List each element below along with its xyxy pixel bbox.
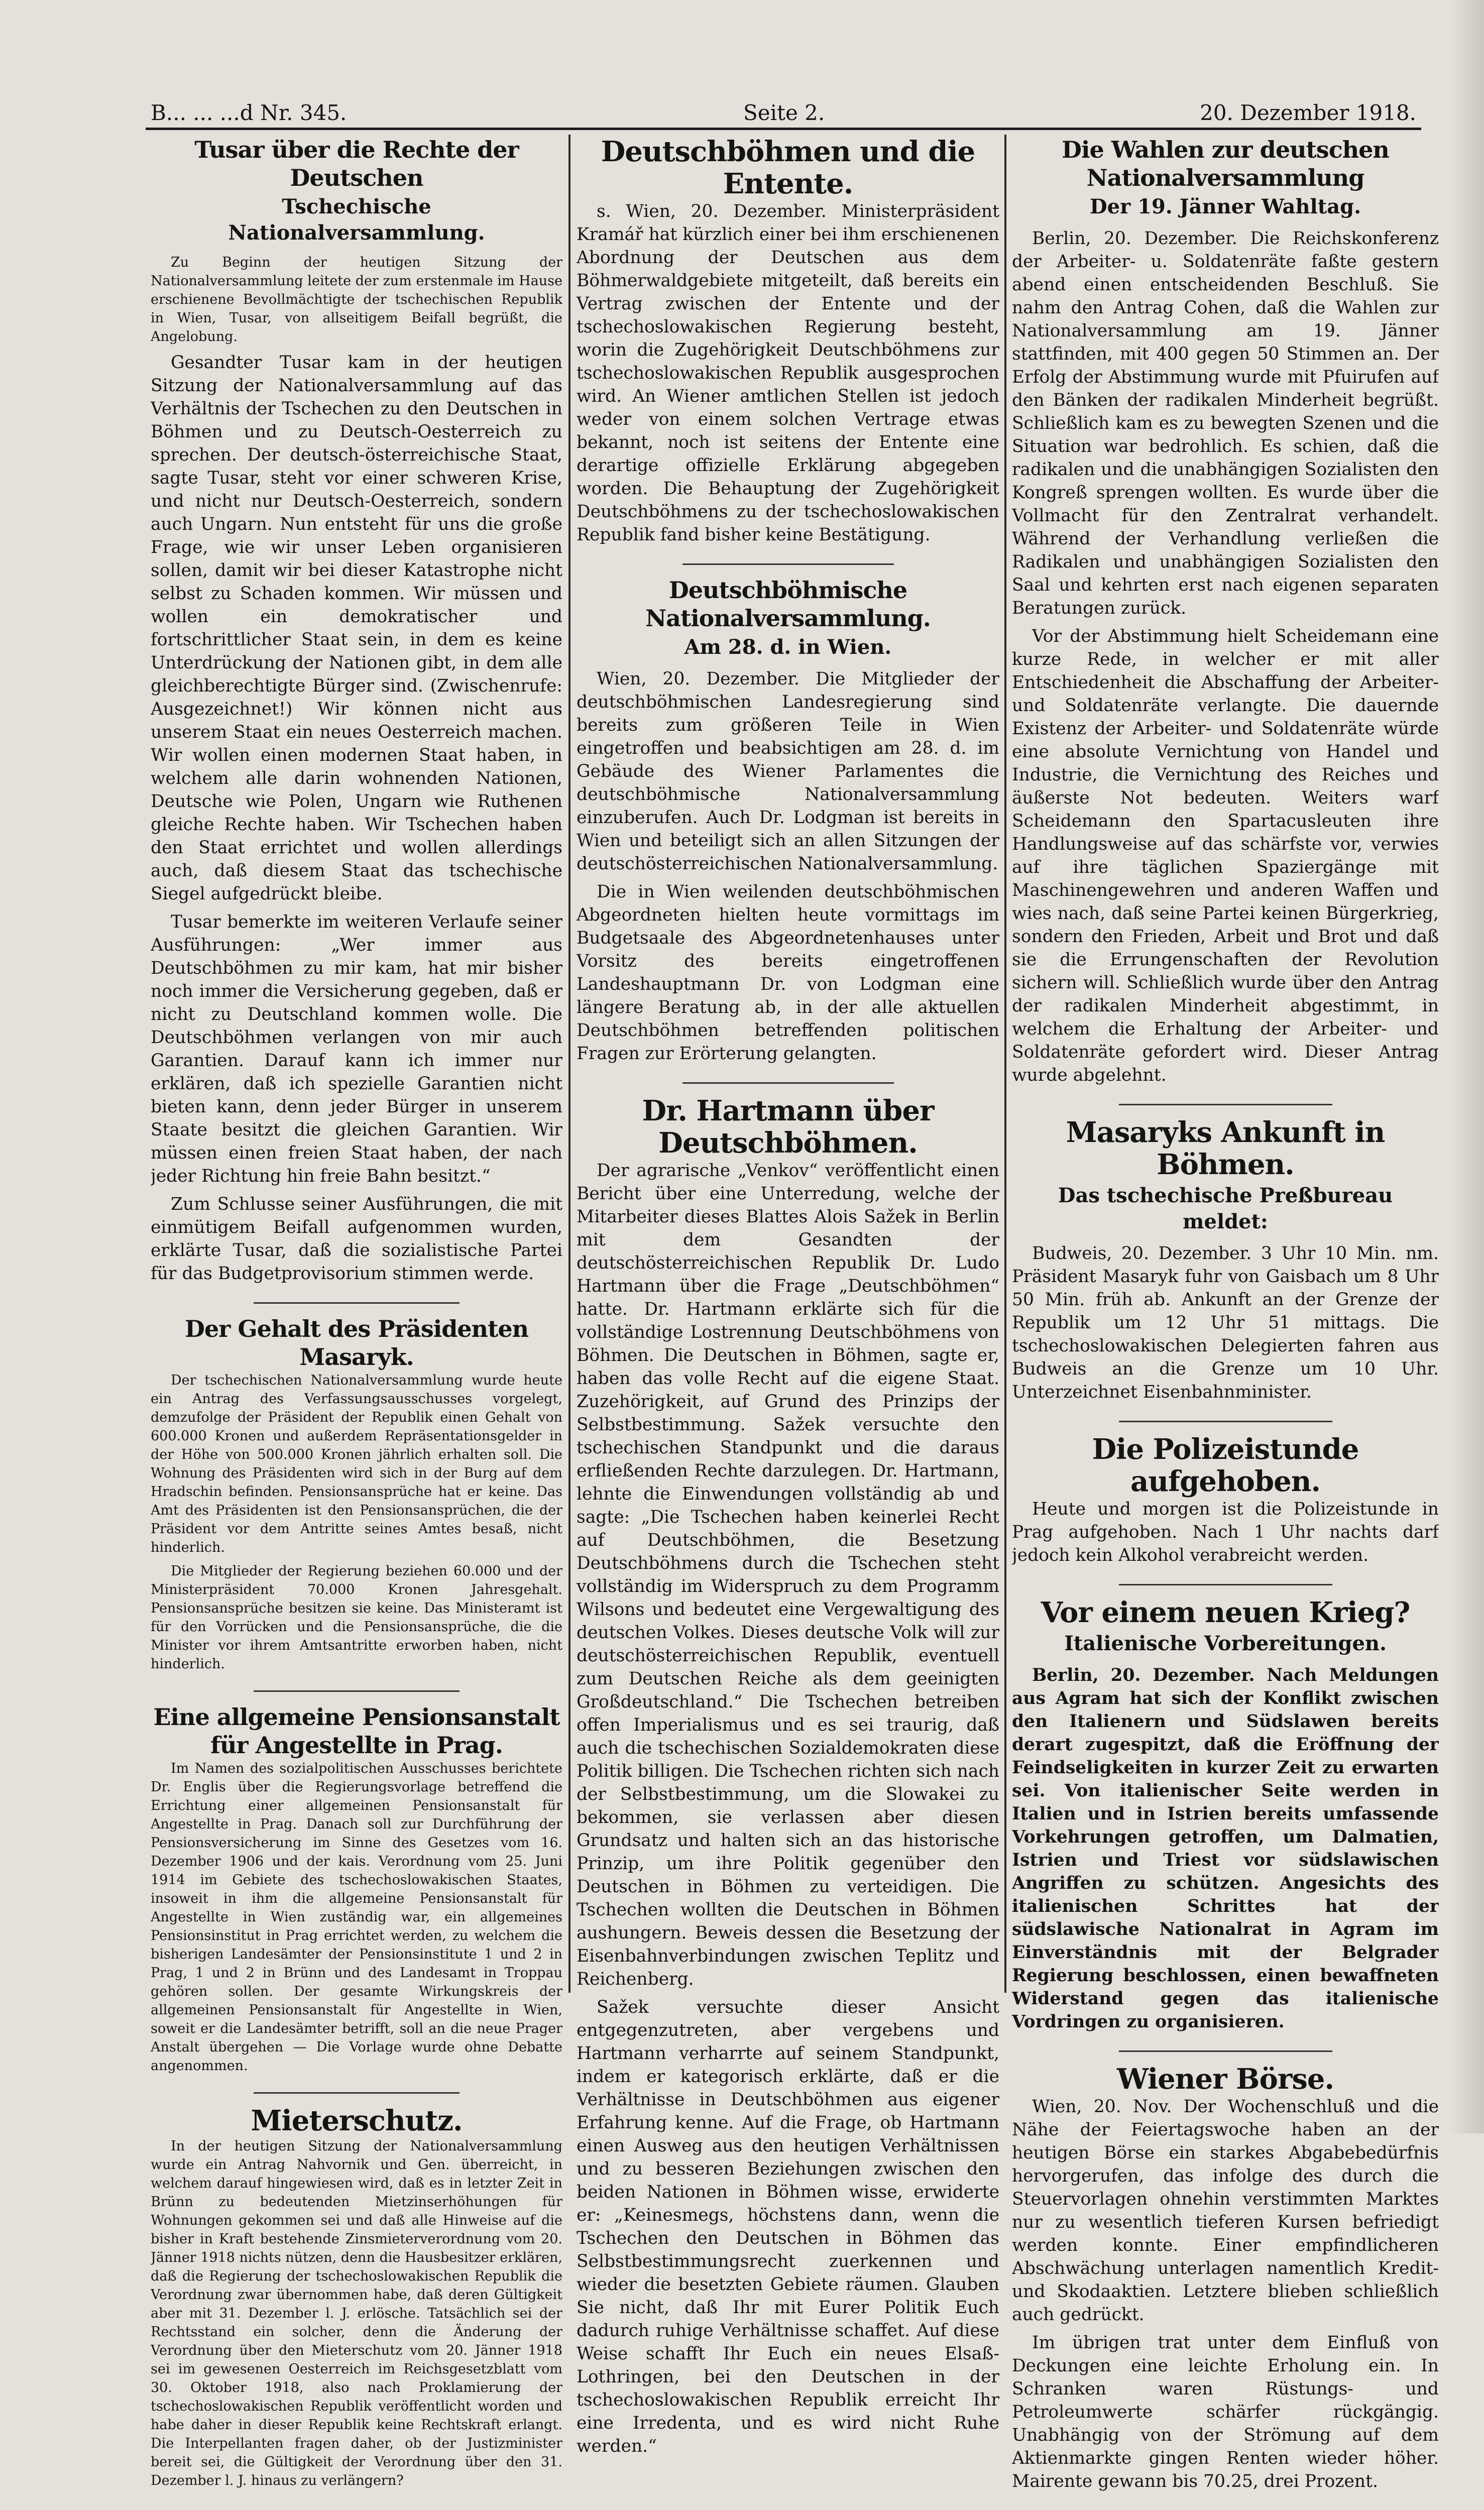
article-paragraph: Der tschechischen Nationalversammlung wurde heute ein Antrag des Verfassungsausschusses vorgelegt, demzufolge der Präsident der Republik einen Gehalt von 600.000 Kronen und außerdem Repräsentationsgelder in der Höhe von 500.000 Kronen jährlich erhalten soll. Die Wohnung des Präsidenten wird sich in der Burg auf dem Hradschin befinden. Pensionsansprüche hat er keine. Das Amt des Präsidenten ist den Pensionsansprüchen, die der Präsident vor dem Antritte seines Amtes besaß, nicht hinderlich. [151,1373,562,1555]
article-headline: Eine allgemeine Pensionsanstalt für Angestellte in Prag. [153,1703,560,1759]
article-paragraph: Vor der Abstimmung hielt Scheidemann eine kurze Rede, in welcher er mit aller Entschiedenheit die Abschaffung der Arbeiter- und Soldatenräte verlangte. Die dauernde Existenz der Arbeiter- und Soldatenräte würde eine absolute Vernichtung von Handel und Industrie, die Vernichtung des Reiches und äußerste Not bedeuten. Weiters warf Scheidemann den Spartacusleuten ihre Handlungsweise auf das schärfste vor, verwies auf ihre täglichen Spaziergänge mit Maschinengewehren und anderen Waffen und wies nach, daß seine Partei keinen Bürgerkrieg, sondern den Frieden, Arbeit und Brot und daß sie die Errungenschaften der Revolution sichern will. Schließlich wurde über den Antrag der radikalen Minderheit abgestimmt, in welchem die Erhaltung der Arbeiter- und Soldatenräte gefordert wird. Dieser Antrag wurde abgelehnt. [1012,626,1439,1085]
article-paragraph: Im Namen des sozialpolitischen Ausschusses berichtete Dr. Englis über die Regierungsvorlage betreffend die Errichtung einer allgemeinen Pensionsanstalt für Angestellte in Prag. Danach soll zur Durchführung der Pensionsversicherung im Sinne des Gesetzes vom 16. Dezember 1906 und der kais. Verordnung vom 25. Juni 1914 im Gebiete des tschechoslowakischen Staates, insoweit in ihm die allgemeine Pensionsanstalt für Angestellte in Wien zuständig war, ein allgemeines Pensionsinstitut in Prag errichtet werden, zu welchem die bisherigen Landesämter der Pensionsinstitute 1 und 2 in Prag, 1 und 2 in Brünn und des Landesamt in Troppau gehören sollen. Der gesamte Wirkungskreis der allgemeinen Pensionsanstalt für Angestellte in Wien, soweit er die Landesämter betrifft, soll an die neue Prager Anstalt übergehen — Die Vorlage wurde ohne Debatte angenommen. [151,1761,562,2074]
article-separator [1119,1421,1332,1422]
article [151,1302,562,1673]
article-headline: Vor einem neuen Krieg? [1041,1596,1410,1629]
article [577,563,999,1065]
article-paragraph: Zum Schlusse seiner Ausführungen, die mit einmütigem Beifall aufgenommen wurden, erklärte Tusar, daß die sozialistische Partei für das Budgetprovisorium stimmen werde. [151,1194,562,1284]
article-paragraph: Gesandter Tusar kam in der heutigen Sitzung der Nationalversammlung auf das Verhältnis der Tschechen zu den Deutschen in Böhmen und zu Deutsch-Oesterreich zu sprechen. Der deutsch-österreichische Staat, sagte Tusar, steht vor einer schweren Krise, und nicht nur Deutsch-Oesterreich, sondern auch Ungarn. Nun entsteht für uns die große Frage, wie wir unser Leben organisieren sollen, damit wir bei dieser Katastrophe nicht selbst zu Schaden kommen. Wir müssen und wollen ein demokratischer und fortschrittlicher Staat sein, in dem es keine Unterdrückung der Nationen gibt, in dem alle gleichberechtigte Bürger sind. (Zwischenrufe: Ausgezeichnet!) Wir können nicht aus unserem Staat ein neues Oesterreich machen. Wir wollen einen modernen Staat haben, in welchem alle darin wohnenden Nationen, Deutsche wie Polen, Ungarn wie Ruthenen gleiche Rechte haben. Wir Tschechen haben den Staat errichtet und wollen allerdings auch, daß diesem Staat das tschechische Siegel aufgedrückt bleibe. [151,353,562,904]
article [151,2092,562,2490]
article-paragraph: Budweis, 20. Dezember. 3 Uhr 10 Min. nm. Präsident Masaryk fuhr von Gaisbach um 8 Uhr 50 Min. früh ab. Ankunft an der Grenze der Republik um 12 Uhr 51 mittags. Die tschechoslowakischen Delegierten fahren aus Budweis an die Grenze um 10 Uhr. Unterzeichnet Eisenbahnminister. [1012,1243,1439,1402]
article-paragraph: Im übrigen trat unter dem Einfluß von Deckungen eine leichte Erholung ein. In Schranken waren Rüstungs- und Petroleumwerte schärfer rückgängig. Unabhängig von der Strömung auf dem Aktienmarkte gingen Renten wieder höher. Mairente gewann bis 70.25, drei Prozent. [1012,2333,1439,2491]
article-paragraph: s. Wien, 20. Dezember. Ministerpräsident Kramář hat kürzlich einer bei ihm erschienenen Abordnung der Deutschen aus dem Böhmerwaldgebiete mitgeteilt, daß bereits ein Vertrag zwischen der Entente und der tschechoslowakischen Regierung besteht, worin die Zugehörigkeit Deutschböhmens zur tschechoslowakischen Republik ausgesprochen wird. An Wiener amtlichen Stellen ist jedoch weder von einem solchen Vertrage etwas bekannt, noch ist seitens der Entente eine derartige offizielle Erklärung abgegeben worden. Die Behauptung der Zugehörigkeit Deutschböhmens zu der tschechoslowakischen Republik fand bisher keine Bestätigung. [577,201,999,545]
column-1 [151,136,562,2507]
header-rule [146,128,1421,130]
column-3 [1012,136,1439,2510]
article-paragraph: Berlin, 20. Dezember. Nach Meldungen aus Agram hat sich der Konflikt zwischen den Italienern und Südslawen bereits derart zugespitzt, daß die Eröffnung der Feindseligkeiten in kurzer Zeit zu erwarten sei. Von italienischer Seite werden in Italien und in Istrien bereits umfassende Vorkehrungen getroffen, um Dalmatien, Istrien und Triest vor südslawischen Angriffen zu schützen. Angesichts des italienischen Schrittes hat der südslawische Nationalrat in Agram im Einverständnis mit der Belgrader Regierung beschlossen, einen bewaffneten Widerstand gegen das italienische Vordringen zu organisieren. [1012,1665,1439,2032]
article [1012,1104,1439,1404]
article-headline: Deutschböhmische Nationalversammlung. [645,577,931,632]
header-date: 20. Dezember 1918. [1200,100,1416,125]
article-paragraph: Wien, 20. Nov. Der Wochenschluß und die Nähe der Feiertagswoche haben an der heutigen Börse ein starkes Abgabebedürfnis hervorgerufen, das infolge des durch die Steuervorlagen ohnehin verstimmten Marktes nur zu wesentlich tieferen Kursen befriedigt werden konnte. Einer empfindlicheren Abschwächung unterlagen namentlich Kredit- und Skodaaktien. Letztere blieben schließlich auch gedrückt. [1012,2097,1439,2325]
article-paragraph: Die in Wien weilenden deutschböhmischen Abgeordneten hielten heute vormittags im Budgetsaale des Abgeordnetenhauses unter Vorsitz des bereits eingetroffenen Landeshauptmann Dr. von Lodgman eine längere Beratung ab, in der alle aktuellen Deutschböhmen betreffenden politischen Fragen zur Erörterung gelangten. [577,882,999,1064]
article-paragraph: Der agrarische „Venkov“ veröffentlicht einen Bericht über eine Unterredung, welche der Mitarbeiter dieses Blattes Alois Sažek in Berlin mit dem Gesandten der deutschösterreichischen Republik Dr. Ludo Hartmann über die Frage „Deutschböhmen“ hatte. Dr. Hartmann erklärte sich für die vollständige Lostrennung Deutschböhmens von Böhmen. Die Deutschen in Böhmen, sagte er, haben das volle Recht auf die eigene Staat. Zuzehörigkeit, auf Grund des Prinzips der Selbstbestimmung. Sažek versuchte den tschechischen Standpunkt und die daraus erfließenden Rechte darzulegen. Dr. Hartmann, lehnte die Einwendungen vollständig ab und sagte: „Die Tschechen haben keinerlei Recht auf Deutschböhmen, die Besetzung Deutschböhmens durch die Tschechen steht vollständig im Widerspruch zu dem Programm Wilsons und bedeutet eine Vergewaltigung des deutschen Volkes. Dieses deutsche Volk will zur deutschösterreichischen Republik, eventuell zum Deutschen Reiche als dem geeinigten Großdeutschland.“ Die Tschechen betreiben offen Imperialismus und es sei traurig, daß auch die tschechischen Sozialdemokraten diese Politik billigen. Die Tschechen richten sich nach der Selbstbestimmung, um die Slowakei zu bekommen, sie verlassen aber diesen Grundsatz und halten sich an das historische Prinzip, um ihre Politik gegenüber den Deutschen in Böhmen zu verteidigen. Die Tschechen wollten die Deutschen in Böhmen aushungern. Beweis dessen die Besetzung der Eisenbahnverbindungen zwischen Teplitz und Reichenberg. [577,1161,999,1989]
article-paragraph: Zu Beginn der heutigen Sitzung der Nationalversammlung leitete der zum erstenmale im Hause erschienene Bevollmächtigte der tschechischen Republik in Wien, Tusar, von allseitigem Beifall begrüßt, die Angelobung. [151,255,562,345]
article-headline: Dr. Hartmann über Deutschböhmen. [642,1094,934,1160]
article-separator [254,2092,460,2094]
article-paragraph: Heute und morgen ist die Polizeistunde in Prag aufgehoben. Nach 1 Uhr nachts darf jedoch kein Alkohol verabreicht werden. [1012,1499,1439,1565]
article-headline: Masaryks Ankunft in Böhmen. [1066,1116,1385,1181]
article-headline: Der Gehalt des Präsidenten Masaryk. [184,1315,529,1371]
article-separator [682,563,894,565]
article-paragraph: Tusar bemerkte im weiteren Verlaufe seiner Ausführungen: „Wer immer aus Deutschböhmen zu mir kam, hat mir bisher noch immer die Versicherung gegeben, daß er nicht zu Deutschland kommen wolle. Die Deutschböhmen verlangen von mir auch Garantien. Darauf kann ich immer nur erklären, daß ich spezielle Garantien nicht bieten kann, denn jeder Bürger in unserem Staate besitzt die gleichen Garantien. Wir müssen einen freien Staat haben, der nach jeder Richtung hin freie Bahn besitzt.“ [151,912,562,1186]
article-paragraph: Sažek versuchte dieser Ansicht entgegenzutreten, aber vergebens und Hartmann verharrte auf seinem Standpunkt, indem er kategorisch erklärte, daß er die Verhältnisse in Deutschböhmen aus eigener Erfahrung kenne. Auf die Frage, ob Hartmann einen Ausweg aus den heutigen Verhältnissen und zu besseren Beziehungen zwischen den beiden Nationen in Böhmen wisse, erwiderte er: „Keinesmegs, höchstens dann, wenn die Tschechen den Deutschen in Böhmen das Selbstbestimmungsrecht zuerkennen und wieder die besetzten Gebiete räumen. Glauben Sie nicht, daß Ihr mit Eurer Politik Euch dadurch ruhige Verhältnisse schaffet. Auf diese Weise schafft Ihr Euch ein neues Elsaß-Lothringen, bei den Deutschen in der tschechoslowakischen Republik erreicht Ihr eine Irredenta, und es wird nicht Ruhe werden.“ [577,1997,999,2456]
article [151,1690,562,2075]
article-separator [254,1690,460,1692]
page-header [151,98,1416,127]
column-divider-1 [568,135,570,1993]
article-subheadline: Tschechische Nationalversammlung. [228,195,485,245]
article-headline: Deutschböhmen und die Entente. [601,136,975,200]
article-headline: Wiener Börse. [1117,2063,1334,2096]
article-separator [1119,2050,1332,2052]
article [1012,136,1439,1087]
header-issue: B... ... ...d Nr. 345. [151,100,347,125]
column-divider-2 [1004,135,1006,1993]
page-edge-shadow [1449,0,1484,2133]
article-paragraph: Wien, 20. Dezember. Die Mitglieder der deutschböhmischen Landesregierung sind bereits zum größeren Teile in Wien eingetroffen und beabsichtigen am 28. d. im Gebäude des Wiener Parlamentes die deutschböhmische Nationalversammlung einzuberufen. Auch Dr. Lodgman ist bereits in Wien und beteiligt sich an allen Sitzungen der deutschösterreichischen Nationalversammlung. [577,669,999,874]
article-paragraph: Die Mitglieder der Regierung beziehen 60.000 und der Ministerpräsident 70.000 Kronen Jahresgehalt. Pensionsansprüche besitzen sie keine. Das Ministeramt ist für den Vorrücken und die Pensionsansprüche, die die Minister vor ihrem Amtsantritte erworben haben, nicht hinderlich. [151,1563,562,1672]
article [1012,1421,1439,1567]
article-separator [254,1302,460,1304]
column-2 [577,136,999,2475]
article-separator [1119,1104,1332,1105]
article-separator [682,1082,894,1084]
article-subheadline: Der 19. Jänner Wahltag. [1089,195,1361,218]
article [577,1082,999,2458]
article-subheadline: Am 28. d. in Wien. [684,635,892,659]
article-subheadline: Das tschechische Preßbureau meldet: [1058,1184,1393,1233]
article [151,136,562,1285]
article-subheadline: Italienische Vorbereitungen. [1064,1632,1387,1655]
header-page-number: Seite 2. [743,100,825,125]
article [1012,2050,1439,2493]
article [1012,1584,1439,2033]
article-headline: Die Wahlen zur deutschen Nationalversammlung [1062,136,1389,191]
article-headline: Die Polizeistunde aufgehoben. [1092,1433,1359,1498]
article-paragraph: In der heutigen Sitzung der Nationalversammlung wurde ein Antrag Nahvornik und Gen. überreicht, in welchem darauf hingewiesen wird, daß es in letzter Zeit in Brünn zu bedeutenden Mietzinserhöhungen für Wohnungen gekommen sei und daß alle Hinweise auf die bisher in Kraft bestehende Zinsmieterverordnung vom 20. Jänner 1918 nichts nützen, denn die Hausbesitzer erklären, daß die Regierung der tschechoslowakischen Republik die Verordnung zwar übernommen habe, daß deren Gültigkeit aber mit 31. Dezember l. J. erlösche. Tatsächlich sei der Rechtsstand ein solcher, denn die Änderung der Verordnung über den Mieterschutz vom 20. Jänner 1918 sei im gewesenen Oesterreich im Reichsgesetzblatt vom 30. Oktober 1918, also nach Proklamierung der tschechoslowakischen Republik veröffentlicht worden und habe daher in dieser Republik keine Rechtskraft erlangt. Die Interpellanten fragen daher, ob der Justizminister bereit sei, die Gültigkeit der Verordnung über den 31. Dezember l. J. hinaus zu verlängern? [151,2138,562,2488]
article [577,136,999,546]
article-paragraph: Berlin, 20. Dezember. Die Reichskonferenz der Arbeiter- u. Soldatenräte faßte gestern abend einen entscheidenden Beschluß. Sie nahm den Antrag Cohen, daß die Wahlen zur Nationalversammlung am 19. Jänner stattfinden, mit 400 gegen 50 Stimmen an. Der Erfolg der Abstimmung wurde mit Pfuirufen auf den Bänken der radikalen Minderheit begrüßt. Schließlich kam es zu bewegten Szenen und die Situation war bedrohlich. Es schien, daß die radikalen und die unabhängigen Sozialisten den Kongreß sprengen wollten. Es wurde über die Vollmacht für den Zentralrat verhandelt. Während der Verhandlung verließen die Radikalen und unabhängigen Sozialisten den Saal und kehrten erst nach eigenen separaten Beratungen zurück. [1012,229,1439,618]
article-headline: Mieterschutz. [251,2104,463,2137]
article-separator [1119,1584,1332,1585]
article-headline: Tusar über die Rechte der Deutschen [194,136,519,191]
